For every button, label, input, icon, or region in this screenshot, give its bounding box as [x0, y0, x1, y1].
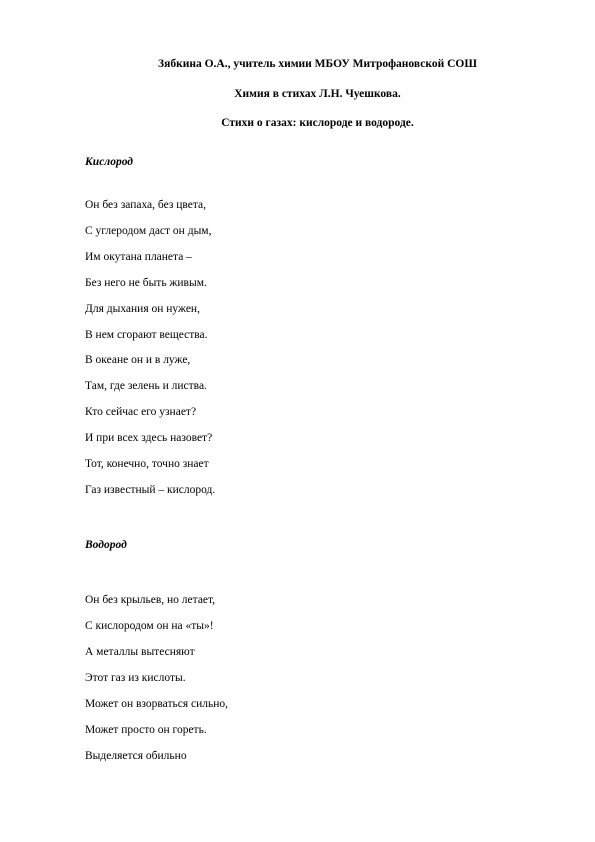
topic-line: Стихи о газах: кислороде и водороде.: [221, 117, 414, 129]
poem-line: Газ известный – кислород.: [85, 484, 216, 496]
section-title-hydrogen: Водород: [85, 539, 127, 551]
poem-line: А металлы вытесняют: [85, 646, 195, 658]
poem-line: Выделяется обильно: [85, 750, 187, 762]
author-line: Зябкина О.А., учитель химии МБОУ Митрофановской СОШ: [158, 58, 477, 70]
poem-line: Кто сейчас его узнает?: [85, 406, 197, 418]
poem-line: Без него не быть живым.: [85, 277, 207, 289]
poem-line: И при всех здесь назовет?: [85, 432, 213, 444]
poem-line: Этот газ из кислоты.: [85, 672, 186, 684]
poem-line: Там, где зелень и листва.: [85, 380, 207, 392]
poem-line: В нем сгорают вещества.: [85, 329, 208, 341]
poem-line: Может он взорваться сильно,: [85, 698, 229, 710]
poem-line: Может просто он гореть.: [85, 724, 207, 736]
book-title-line: Химия в стихах Л.Н. Чуешкова.: [234, 88, 401, 100]
poem-line: Им окутана планета –: [85, 251, 192, 263]
poem-line: Тот, конечно, точно знает: [85, 458, 209, 470]
poem-line: Для дыхания он нужен,: [85, 303, 200, 315]
section-title-oxygen: Кислород: [85, 156, 134, 168]
poem-line: Он без крыльев, но летает,: [85, 594, 216, 606]
poem-line: С кислородом он на «ты»!: [85, 620, 214, 632]
poem-line: С углеродом даст он дым,: [85, 225, 212, 237]
poem-line: В океане он и в луже,: [85, 354, 191, 366]
poem-line: Он без запаха, без цвета,: [85, 199, 207, 211]
